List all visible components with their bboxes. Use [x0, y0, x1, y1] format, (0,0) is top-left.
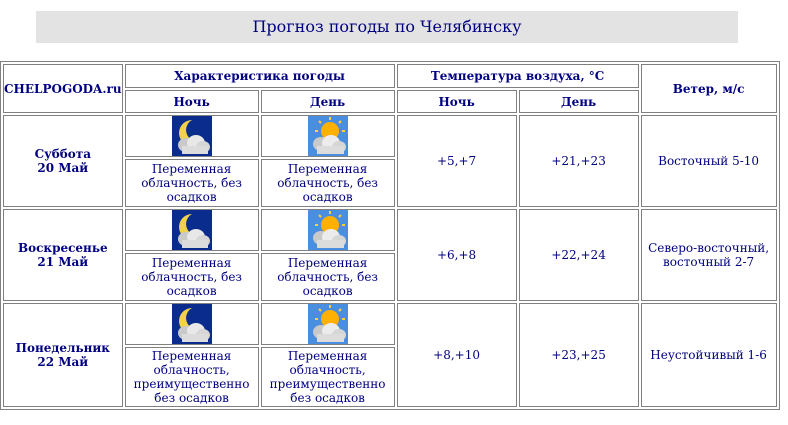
forecast-table	[0, 61, 780, 410]
header-temp-day: День	[519, 90, 639, 113]
table-row	[3, 115, 777, 157]
day-icon-cell	[261, 303, 395, 345]
night-icon-cell	[125, 303, 259, 345]
header-wind: Ветер, м/с	[641, 64, 777, 113]
wind: Северо-восточный, восточный 2-7	[641, 209, 777, 301]
night-icon-cell	[125, 115, 259, 157]
header-temperature: Температура воздуха, °С	[397, 64, 639, 88]
table-row	[3, 303, 777, 345]
sun-cloud-icon	[308, 304, 348, 344]
moon-cloud-icon	[172, 210, 212, 250]
day-label	[3, 209, 123, 301]
day-label	[3, 115, 123, 207]
moon-cloud-icon	[172, 116, 212, 156]
day-description: Переменная облачность, преимущественно без осадков	[261, 347, 395, 407]
night-description: Переменная облачность, без осадков	[125, 159, 259, 207]
weekday: Суббота	[34, 147, 92, 161]
table-row	[3, 209, 777, 251]
date: 21 Май	[37, 255, 89, 269]
temp-day: +23,+25	[519, 303, 639, 407]
temp-night: +5,+7	[397, 115, 517, 207]
day-label	[3, 303, 123, 407]
site-name: CHELPOGODA.ru	[3, 64, 123, 113]
night-description: Переменная облачность, преимущественно без осадков	[125, 347, 259, 407]
temp-night: +6,+8	[397, 209, 517, 301]
weekday: Понедельник	[15, 341, 110, 355]
page-title: Прогноз погоды по Челябинску	[36, 11, 738, 43]
wind: Восточный 5-10	[641, 115, 777, 207]
header-weather: Характеристика погоды	[125, 64, 395, 88]
weekday: Воскресенье	[17, 241, 108, 255]
date: 20 Май	[37, 161, 89, 175]
temp-night: +8,+10	[397, 303, 517, 407]
day-icon-cell	[261, 209, 395, 251]
header-temp-night: Ночь	[397, 90, 517, 113]
night-icon-cell	[125, 209, 259, 251]
wind: Неустойчивый 1-6	[641, 303, 777, 407]
moon-cloud-icon	[172, 304, 212, 344]
temp-day: +22,+24	[519, 209, 639, 301]
date: 22 Май	[37, 355, 89, 369]
temp-day: +21,+23	[519, 115, 639, 207]
day-description: Переменная облачность, без осадков	[261, 159, 395, 207]
header-weather-day: День	[261, 90, 395, 113]
sun-cloud-icon	[308, 116, 348, 156]
day-icon-cell	[261, 115, 395, 157]
day-description: Переменная облачность, без осадков	[261, 253, 395, 301]
sun-cloud-icon	[308, 210, 348, 250]
header-weather-night: Ночь	[125, 90, 259, 113]
night-description: Переменная облачность, без осадков	[125, 253, 259, 301]
